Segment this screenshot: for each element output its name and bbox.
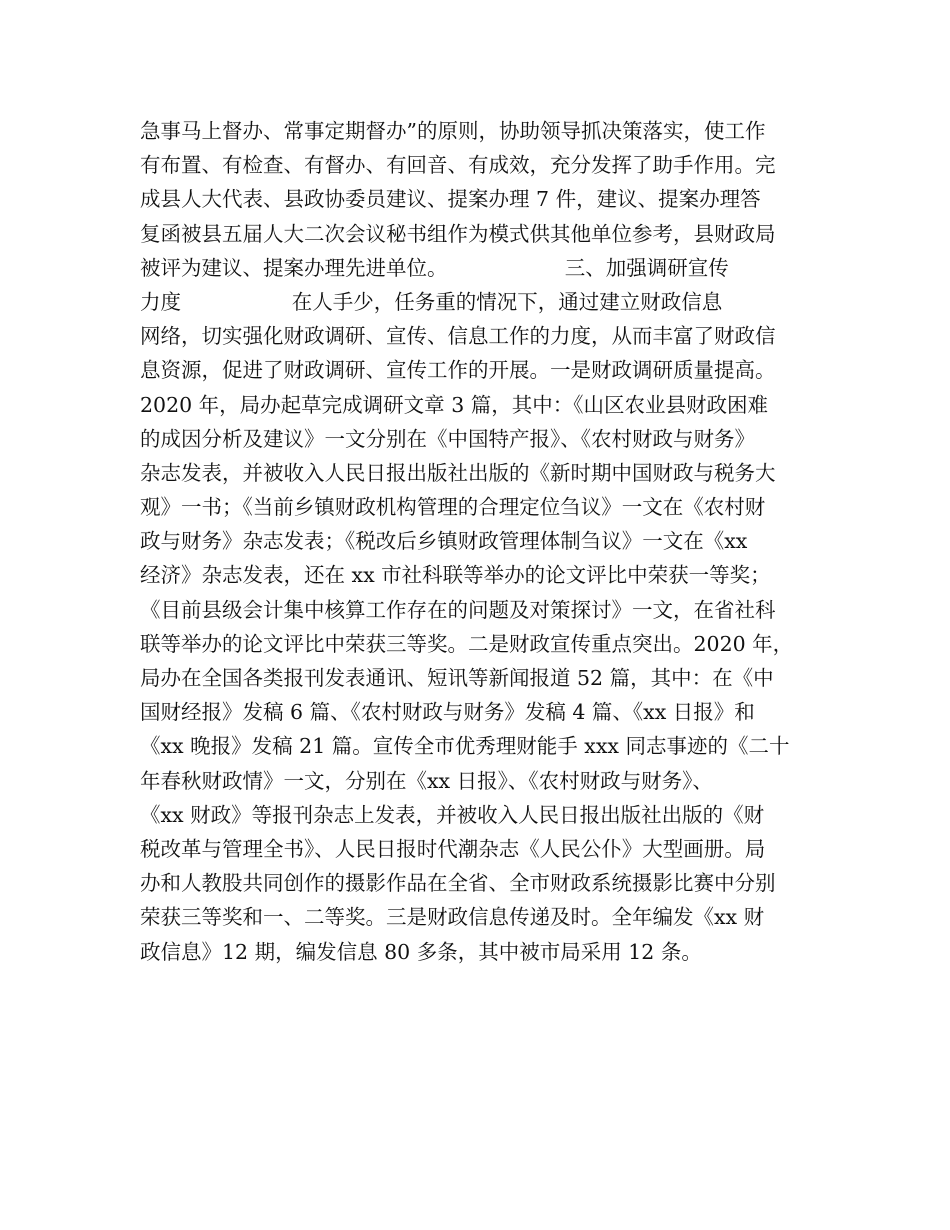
text-line: 税改革与管理全书》、人民日报时代潮杂志《人民公仆》大型画册。局 xyxy=(140,836,766,861)
text-line: 杂志发表，并被收入人民日报出版社出版的《新时期中国财政与税务大 xyxy=(140,460,776,485)
text-line: 政信息》12 期，编发信息 80 多条，其中被市局采用 12 条。 xyxy=(140,939,702,964)
text-line: 国财经报》发稿 6 篇、《农村财政与财务》发稿 4 篇、《xx 日报》和 xyxy=(140,700,755,725)
text-line: 荣获三等奖和一、二等奖。三是财政信息传递及时。全年编发《xx 财 xyxy=(140,905,765,930)
text-line: 《目前县级会计集中核算工作存在的问题及对策探讨》一文，在省社科 xyxy=(140,597,776,622)
text-line: 被评为建议、提案办理先进单位。 三、加强调研宣传 xyxy=(140,255,729,280)
text-line: 局办在全国各类报刊发表通讯、短讯等新闻报道 52 篇，其中：在《中 xyxy=(140,666,774,690)
text-line: 《xx 财政》等报刊杂志上发表，并被收入人民日报出版社出版的《财 xyxy=(140,802,765,827)
text-line: 急事马上督办、常事定期督办”的原则，协助领导抓决策落实，使工作 xyxy=(140,119,766,143)
text-line: 年春秋财政情》一文，分别在《xx 日报》、《农村财政与财务》、 xyxy=(140,768,713,793)
text-line: 网络，切实强化财政调研、宣传、信息工作的力度，从而丰富了财政信 xyxy=(140,324,776,349)
text-line: 政与财务》杂志发表；《税改后乡镇财政管理体制刍议》一文在《xx xyxy=(140,529,748,554)
text-line: 力度 在人手少，任务重的情况下，通过建立财政信息 xyxy=(140,289,723,314)
text-line: 复函被县五届人大二次会议秘书组作为模式供其他单位参考，县财政局 xyxy=(140,221,776,246)
text-line: 的成因分析及建议》一文分别在《中国特产报》、《农村财政与财务》 xyxy=(140,426,755,451)
text-line: 联等举办的论文评比中荣获三等奖。二是财政宣传重点突出。2020 年， xyxy=(140,631,794,656)
text-line: 经济》杂志发表，还在 xx 市社科联等举办的论文评比中荣获一等奖； xyxy=(140,563,771,588)
text-line: 有布置、有检查、有督办、有回音、有成效，充分发挥了助手作用。完 xyxy=(140,153,776,178)
text-line: 成县人大代表、县政协委员建议、提案办理 7 件，建议、提案办理答 xyxy=(140,187,761,212)
text-line: 2020 年，局办起草完成调研文章 3 篇，其中：《山区农业县财政困难 xyxy=(140,392,769,417)
body-text xyxy=(140,114,840,969)
text-line: 《xx 晚报》发稿 21 篇。宣传全市优秀理财能手 xxx 同志事迹的《二十 xyxy=(140,734,790,759)
text-line: 息资源，促进了财政调研、宣传工作的开展。一是财政调研质量提高。 xyxy=(140,358,776,383)
text-line: 观》一书；《当前乡镇财政机构管理的合理定位刍议》一文在《农村财 xyxy=(140,495,766,520)
text-line: 办和人教股共同创作的摄影作品在全省、全市财政系统摄影比赛中分别 xyxy=(140,871,776,896)
